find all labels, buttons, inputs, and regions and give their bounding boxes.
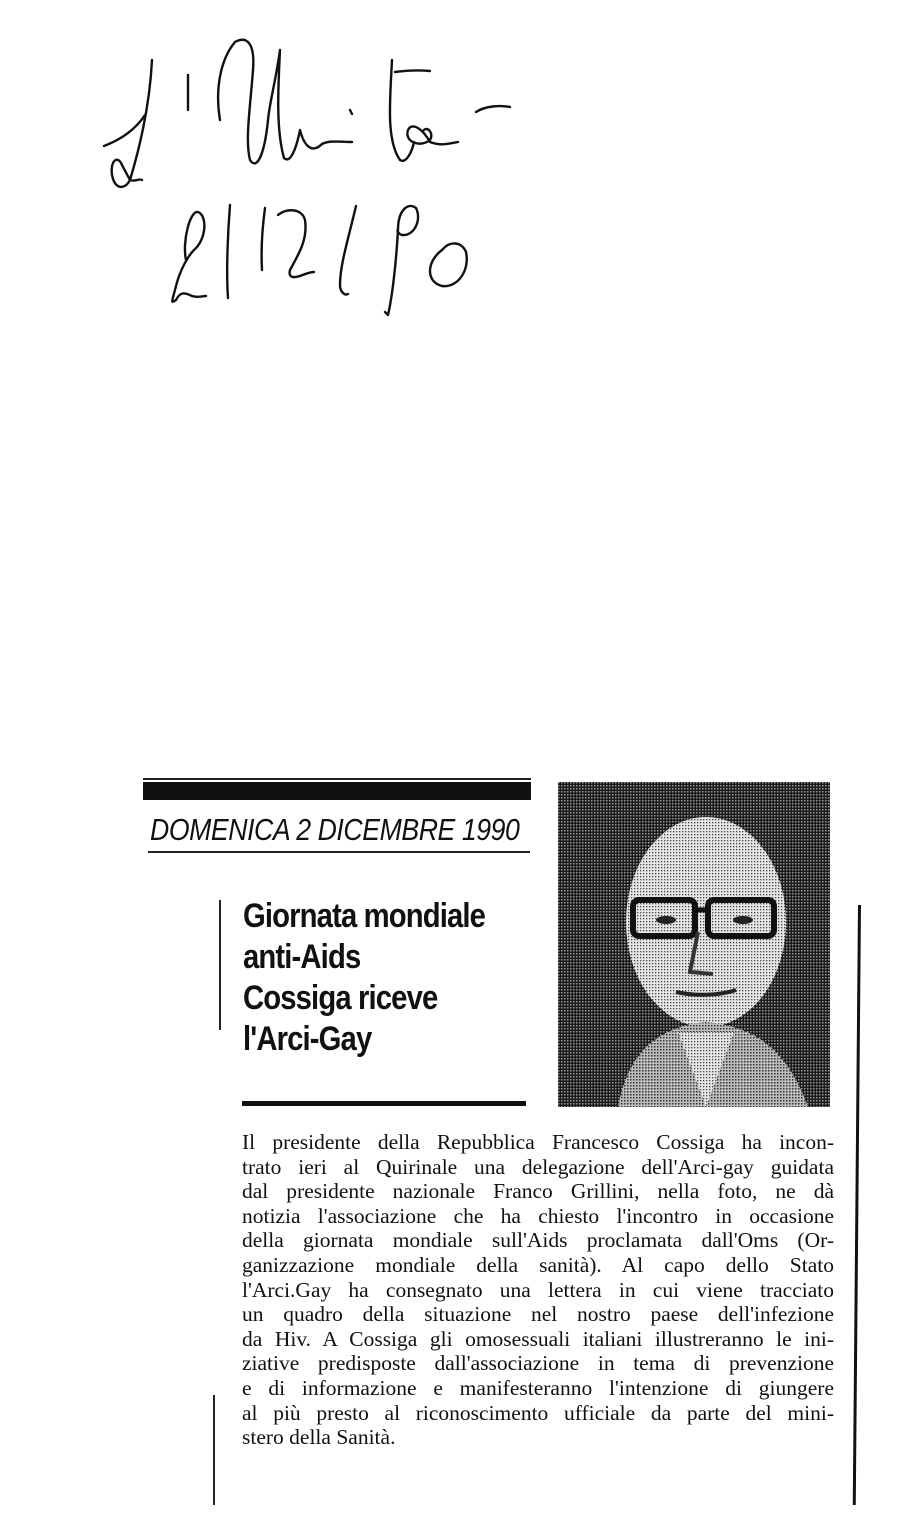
headline-line: anti-Aids [243,938,361,976]
body-left-rule [213,1395,215,1505]
date-top-black-bar [143,782,531,800]
body-line: trato ieri al Quirinale una delegazione dell'Arci-gay guidata [242,1154,834,1179]
body-line: ziative predisposte dall'associazione in tema di prevenzione [242,1351,834,1376]
body-line: dal presidente nazionale Franco Grillini, nella foto, ne dà [242,1179,834,1204]
date-underline-rule [148,851,530,853]
handwriting-icon [90,30,530,330]
date-top-thin-rule [143,778,531,780]
body-line: ganizzazione mondiale della sanità). Al capo dello Stato [242,1252,834,1277]
headline-line: l'Arci-Gay [243,1020,372,1058]
body-line: al più presto al riconoscimento ufficiale da parte del mini- [242,1400,834,1425]
handwritten-annotation [90,30,530,330]
body-line: l'Arci.Gay ha consegnato una lettera in cui viene tracciato [242,1277,834,1302]
publication-date: DOMENICA 2 DICEMBRE 1990 [150,812,520,847]
portrait-image-icon [558,782,830,1107]
headline-line: Cossiga riceve [243,979,438,1017]
headline-line: Giornata mondiale [243,897,486,935]
portrait-photo [558,782,830,1107]
body-line: della giornata mondiale sull'Aids proclamata dall'Oms (Or- [242,1228,834,1253]
body-line: da Hiv. A Cossiga gli omosessuali italiani illustreranno le ini- [242,1326,834,1351]
body-line: un quadro della situazione nel nostro paese dell'infezione [242,1302,834,1327]
headline-side-rule [219,900,221,1030]
article-body [242,1130,834,1450]
headline-bottom-rule [242,1101,526,1106]
body-line: notizia l'associazione che ha chiesto l'incontro in occasione [242,1203,834,1228]
body-line: Il presidente della Repubblica Francesco Cossiga ha incon- [242,1130,834,1154]
headline [243,896,492,1060]
body-line: stero della Sanità. [242,1425,396,1450]
body-line: e di informazione e manifesteranno l'intenzione di giungere [242,1375,834,1400]
column-right-rule [853,905,861,1505]
